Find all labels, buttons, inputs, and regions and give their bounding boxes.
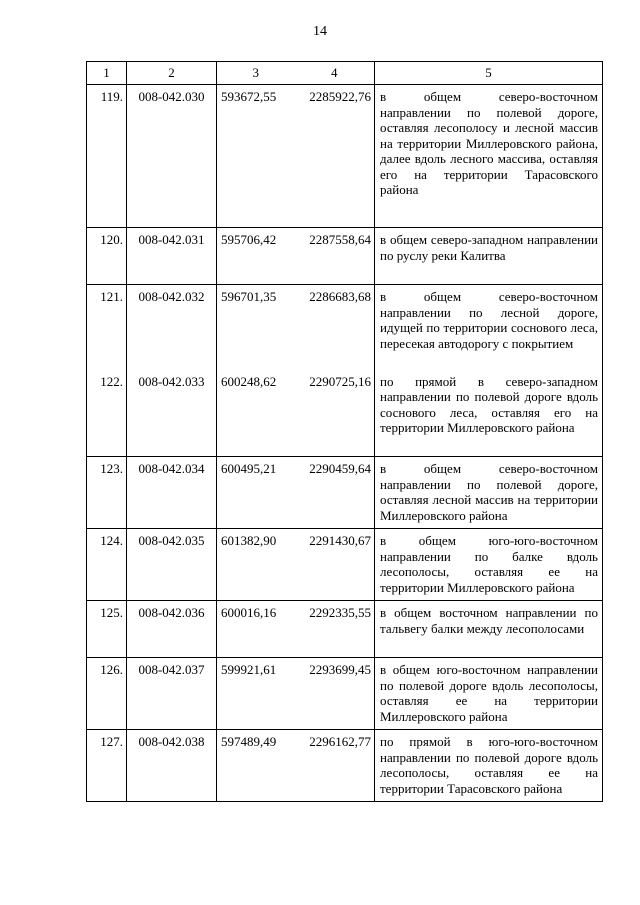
coordinate-x: 599921,61 — [217, 658, 295, 730]
coordinate-x: 600016,16 — [217, 601, 295, 658]
coordinate-y: 2285922,76 — [295, 85, 375, 228]
point-code: 008-042.031 — [127, 228, 217, 285]
header-col-2: 2 — [127, 62, 217, 85]
coordinate-x: 600495,21 — [217, 457, 295, 529]
boundary-description: в общем северо-восточном направлении по полевой дороге, оставляя лесной массив на территории Миллеровского района — [375, 457, 603, 529]
coordinate-x: 600248,62 — [217, 370, 295, 457]
row-number: 120. — [87, 228, 127, 285]
point-code: 008-042.037 — [127, 658, 217, 730]
table-row — [87, 658, 603, 730]
table-row — [87, 730, 603, 802]
coordinate-y: 2296162,77 — [295, 730, 375, 802]
boundary-description: в общем северо-восточном направлении по лесной дороге, идущей по территории соснового леса, пересекая автодорогу с покрытием — [375, 285, 603, 370]
header-col-4: 4 — [295, 62, 375, 85]
boundary-points-table — [86, 61, 603, 802]
header-col-5: 5 — [375, 62, 603, 85]
page-number: 14 — [313, 24, 327, 39]
coordinate-x: 597489,49 — [217, 730, 295, 802]
table-row — [87, 370, 603, 457]
table-row — [87, 228, 603, 285]
coordinate-y: 2292335,55 — [295, 601, 375, 658]
table-header-row — [87, 62, 603, 85]
coordinate-x: 601382,90 — [217, 529, 295, 601]
point-code: 008-042.030 — [127, 85, 217, 228]
boundary-description: в общем восточном направлении по тальвегу балки между лесополосами — [375, 601, 603, 658]
boundary-description: в общем юго-восточном направлении по полевой дороге вдоль лесополосы, оставляя ее на территории Миллеровского района — [375, 658, 603, 730]
row-number: 123. — [87, 457, 127, 529]
row-number: 126. — [87, 658, 127, 730]
boundary-description: в общем северо-восточном направлении по полевой дороге, оставляя лесополосу и лесной массив на территории Миллеровского района, далее вдоль лесного массива, оставляя его на территории Тарасовского района — [375, 85, 603, 228]
table-row — [87, 601, 603, 658]
point-code: 008-042.036 — [127, 601, 217, 658]
coordinate-x: 596701,35 — [217, 285, 295, 370]
row-number: 127. — [87, 730, 127, 802]
boundary-description: по прямой в юго-юго-восточном направлении по полевой дороге вдоль лесополосы, оставляя ее на территории Тарасовского района — [375, 730, 603, 802]
point-code: 008-042.033 — [127, 370, 217, 457]
row-number: 119. — [87, 85, 127, 228]
row-number: 121. — [87, 285, 127, 370]
row-number: 122. — [87, 370, 127, 457]
boundary-description: по прямой в северо-западном направлении по полевой дороге вдоль соснового леса, оставляя его на территории Миллеровского района — [375, 370, 603, 457]
coordinate-y: 2290459,64 — [295, 457, 375, 529]
table-row — [87, 285, 603, 370]
header-col-1: 1 — [87, 62, 127, 85]
coordinate-y: 2290725,16 — [295, 370, 375, 457]
point-code: 008-042.035 — [127, 529, 217, 601]
coordinate-x: 593672,55 — [217, 85, 295, 228]
coordinate-y: 2293699,45 — [295, 658, 375, 730]
table-row — [87, 457, 603, 529]
coordinate-y: 2286683,68 — [295, 285, 375, 370]
table-row — [87, 85, 603, 228]
point-code: 008-042.034 — [127, 457, 217, 529]
header-col-3: 3 — [217, 62, 295, 85]
coordinate-y: 2291430,67 — [295, 529, 375, 601]
boundary-description: в общем северо-западном направлении по руслу реки Калитва — [375, 228, 603, 285]
row-number: 124. — [87, 529, 127, 601]
table-row — [87, 529, 603, 601]
point-code: 008-042.038 — [127, 730, 217, 802]
coordinate-x: 595706,42 — [217, 228, 295, 285]
coordinate-y: 2287558,64 — [295, 228, 375, 285]
point-code: 008-042.032 — [127, 285, 217, 370]
row-number: 125. — [87, 601, 127, 658]
boundary-description: в общем юго-юго-восточном направлении по балке вдоль лесополосы, оставляя ее на территории Миллеровского района — [375, 529, 603, 601]
